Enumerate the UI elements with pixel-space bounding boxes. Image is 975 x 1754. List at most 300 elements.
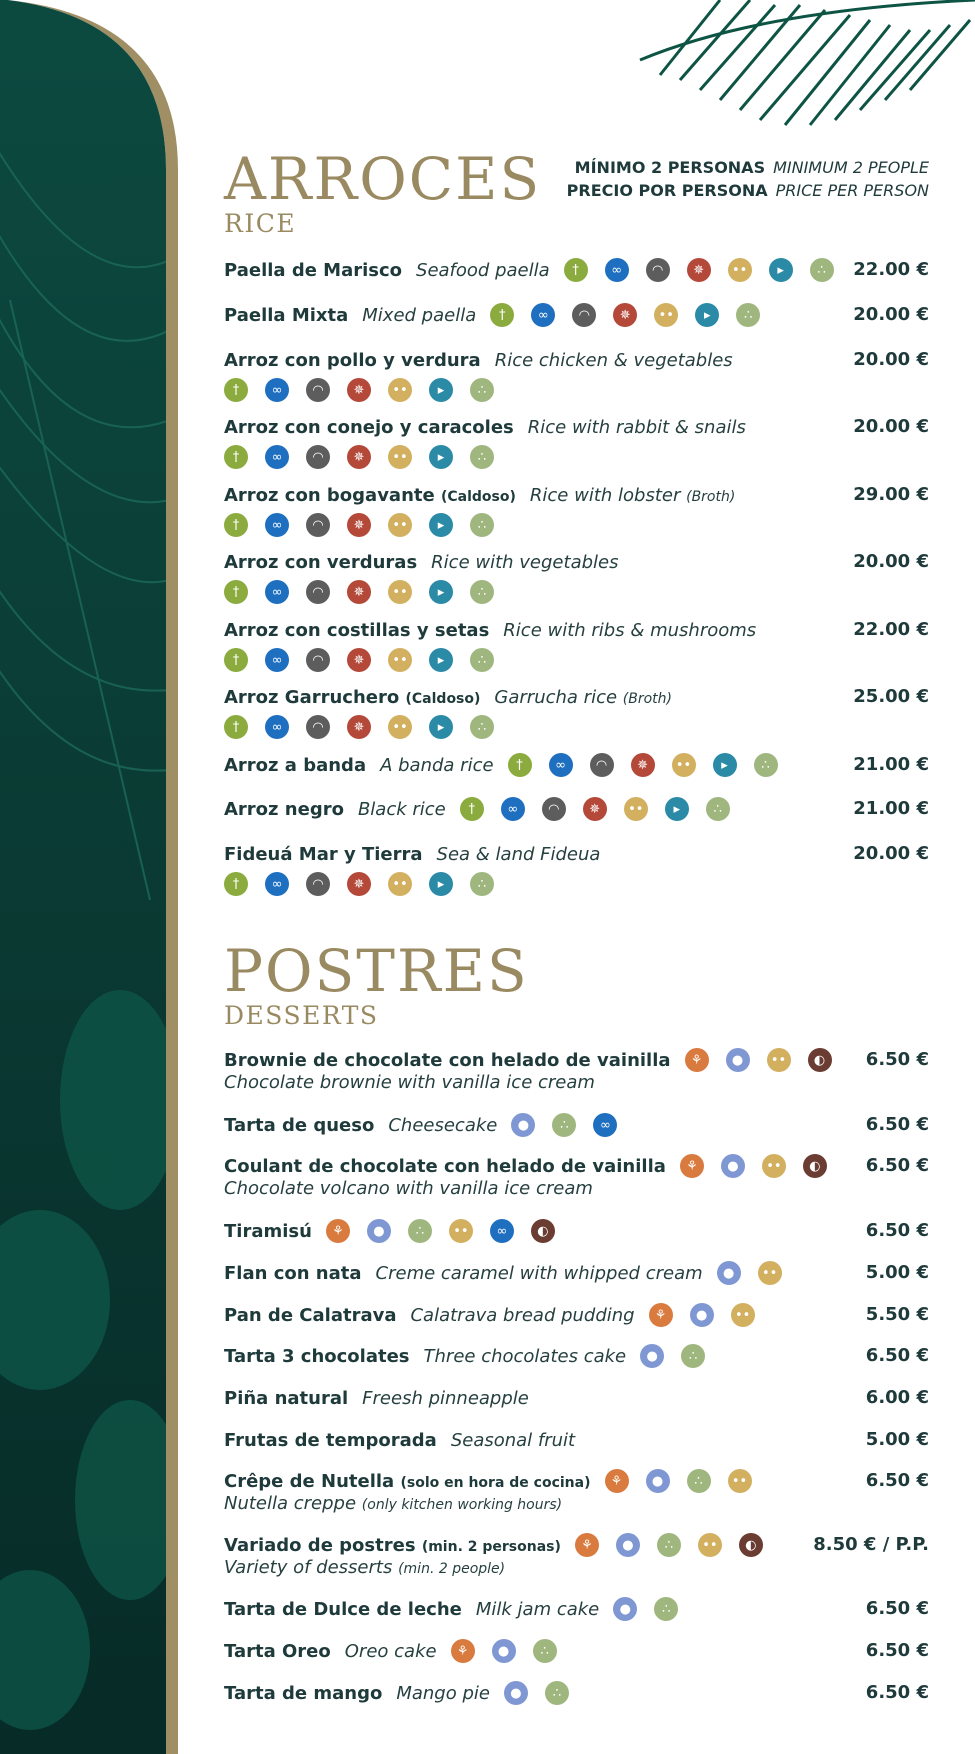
dessert-menu-item [224,1344,929,1368]
dessert-price: 6.00 € [865,1387,929,1408]
item-line [224,842,929,866]
milk-icon: ● [726,1048,750,1072]
allergen-icons [717,1261,799,1285]
allergen-icons [224,648,929,672]
dish-translation-text: Rice with ribs & mushrooms [503,619,757,641]
dessert-translation-note: (min. 2 people) [398,1561,506,1577]
sesame-icon: ∴ [736,303,760,327]
dish-translation [380,755,493,776]
shell-icon: ◠ [542,797,566,821]
allergen-icons [326,1219,572,1243]
dish-translation [431,552,618,573]
allergen-icons [490,303,777,327]
dish-translation-text: Garrucha rice [494,686,618,708]
item-line [224,1681,929,1705]
peanut-icon: •• [624,797,648,821]
dessert-price: 5.50 € [865,1304,929,1325]
fish-icon: ▸ [429,648,453,672]
item-line [224,618,929,642]
dessert-menu-item [224,1154,929,1200]
peanut-icon: •• [388,513,412,537]
dish-name-text: Arroz a banda [224,754,367,776]
dish-name-note: (Caldoso) [405,690,481,707]
rice-menu-item [224,415,929,469]
shell-icon: ◠ [306,445,330,469]
dish-price: 20.00 € [853,304,929,325]
dish-name-text: Arroz con bogavante [224,484,435,506]
dish-name [224,485,516,506]
celery-icon: † [490,303,514,327]
dessert-name-text: Variado de postres [224,1534,416,1556]
item-line [224,1386,929,1410]
dessert-name-text: Tiramisú [224,1220,312,1242]
dish-name [224,260,402,281]
egg-free-icon: ∞ [265,715,289,739]
dessert-price: 6.50 € [865,1598,929,1619]
item-line [224,415,929,439]
allergen-icons [564,258,851,282]
allergen-icons [460,797,747,821]
item-line [224,1261,929,1285]
dessert-translation-text: Nutella creppe [224,1493,357,1514]
dessert-name [224,1535,561,1556]
crab-icon: ✵ [687,258,711,282]
dish-translation-text: Rice with lobster [529,484,681,506]
dessert-name-text: Tarta de mango [224,1682,383,1704]
dessert-menu-item [224,1113,929,1137]
dessert-price: 5.00 € [865,1262,929,1283]
dessert-name [224,1471,591,1492]
dish-translation [416,260,550,281]
item-line [224,1597,929,1621]
celery-icon: † [508,753,532,777]
dish-price: 29.00 € [853,484,929,505]
dessert-price: 6.50 € [865,1682,929,1703]
milk-icon: ● [690,1303,714,1327]
allergen-icons [680,1154,844,1178]
dessert-name-text: Pan de Calatrava [224,1304,397,1326]
peanut-icon: •• [762,1154,786,1178]
wheat-icon: ⚘ [649,1303,673,1327]
peanut-icon: •• [672,753,696,777]
minimum-people-note-en: MINIMUM 2 PEOPLE [773,158,929,177]
allergen-icons [224,580,929,604]
peanut-icon: •• [758,1261,782,1285]
dessert-name-text: Flan con nata [224,1262,362,1284]
celery-icon: † [224,715,248,739]
dish-translation-text: Rice with rabbit & snails [527,416,746,438]
peanut-icon: •• [767,1048,791,1072]
dish-name-note: (Caldoso) [440,488,516,505]
crab-icon: ✵ [347,513,371,537]
fish-icon: ▸ [713,753,737,777]
dessert-translation: Creme caramel with whipped cream [375,1262,703,1284]
item-line [224,753,929,777]
peanut-icon: •• [388,648,412,672]
dish-name [224,755,366,776]
crab-icon: ✵ [347,715,371,739]
dish-translation-text: Seafood paella [416,259,550,281]
dessert-translation: Cheesecake [388,1114,498,1136]
dessert-menu-item [224,1048,929,1094]
rice-subtitle: RICE [224,209,297,238]
dessert-translation [224,1493,929,1516]
milk-icon: ● [640,1344,664,1368]
desserts-subtitle: DESSERTS [224,1001,379,1030]
dish-price: 20.00 € [853,551,929,572]
dish-price: 20.00 € [853,349,929,370]
celery-icon: † [224,378,248,402]
dessert-translation: Oreo cake [344,1640,437,1662]
sesame-icon: ∴ [470,513,494,537]
dish-name [224,799,344,820]
dish-price: 25.00 € [853,686,929,707]
dessert-menu-item [224,1303,929,1327]
dish-translation-note: (Broth) [622,690,672,707]
milk-icon: ● [721,1154,745,1178]
dessert-name-text: Tarta Oreo [224,1640,331,1662]
sesame-icon: ∴ [470,872,494,896]
item-line [224,1113,929,1137]
peanut-icon: •• [388,715,412,739]
dish-name-text: Arroz con conejo y caracoles [224,416,514,438]
dish-name-text: Arroz con verduras [224,551,418,573]
dessert-price: 6.50 € [865,1114,929,1135]
dessert-translation: Freesh pinneapple [362,1387,529,1409]
milk-icon: ● [613,1597,637,1621]
rice-menu-item [224,797,929,821]
dessert-price: 5.00 € [865,1429,929,1450]
dessert-menu-item [224,1597,929,1621]
fish-icon: ▸ [429,378,453,402]
peanut-icon: •• [731,1303,755,1327]
dessert-name-text: Piña natural [224,1387,349,1409]
celery-icon: † [224,445,248,469]
peanut-icon: •• [654,303,678,327]
dessert-name [224,1115,374,1136]
dessert-menu-item [224,1428,929,1452]
rice-section-header [224,145,929,238]
sesame-icon: ∴ [470,715,494,739]
dessert-name-text: Brownie de chocolate con helado de vainilla [224,1049,671,1071]
dish-name [224,417,514,438]
sesame-icon: ∴ [687,1469,711,1493]
dish-name [224,844,423,865]
sesame-icon: ∴ [408,1219,432,1243]
dish-translation [495,350,733,371]
sesame-icon: ∴ [470,648,494,672]
dessert-name [224,1305,396,1326]
dish-price: 20.00 € [853,843,929,864]
crab-icon: ✵ [583,797,607,821]
sesame-icon: ∴ [681,1344,705,1368]
desserts-section-header [224,937,929,1030]
shell-icon: ◠ [306,648,330,672]
nut-icon: ◐ [803,1154,827,1178]
sesame-icon: ∴ [654,1597,678,1621]
dessert-name [224,1346,410,1367]
peanut-icon: •• [388,378,412,402]
fish-icon: ▸ [429,872,453,896]
rice-menu-item [224,348,929,402]
peanut-icon: •• [449,1219,473,1243]
rice-menu-item [224,685,929,739]
sesame-icon: ∴ [533,1639,557,1663]
item-line [224,685,929,709]
shell-icon: ◠ [306,580,330,604]
dessert-name [224,1599,462,1620]
nut-icon: ◐ [739,1533,763,1557]
dessert-menu-item [224,1386,929,1410]
dessert-price: 6.50 € [865,1220,929,1241]
crab-icon: ✵ [347,378,371,402]
egg-free-icon: ∞ [265,580,289,604]
dessert-menu-item [224,1261,929,1285]
sesame-icon: ∴ [657,1533,681,1557]
dessert-translation-note: (only kitchen working hours) [361,1497,563,1513]
dish-name-text: Paella de Marisco [224,259,403,281]
dessert-name-text: Tarta 3 chocolates [224,1345,410,1367]
crab-icon: ✵ [631,753,655,777]
dessert-menu-item [224,1533,929,1580]
shell-icon: ◠ [306,872,330,896]
fish-icon: ▸ [429,513,453,537]
milk-icon: ● [616,1533,640,1557]
dish-translation-text: Rice chicken & vegetables [494,349,733,371]
dessert-name-note: (min. 2 personas) [421,1538,561,1555]
dish-name [224,305,348,326]
crab-icon: ✵ [613,303,637,327]
nut-icon: ◐ [531,1219,555,1243]
peanut-icon: •• [728,1469,752,1493]
egg-free-icon: ∞ [531,303,555,327]
dish-price: 21.00 € [853,798,929,819]
allergen-icons [605,1469,769,1493]
shell-icon: ◠ [306,513,330,537]
dish-translation [530,485,735,506]
dessert-name [224,1050,671,1071]
allergen-icons [511,1113,634,1137]
celery-icon: † [224,872,248,896]
milk-icon: ● [367,1219,391,1243]
item-line [224,1469,929,1493]
milk-icon: ● [717,1261,741,1285]
dessert-name [224,1221,312,1242]
wheat-icon: ⚘ [680,1154,704,1178]
dessert-translation [224,1072,929,1094]
milk-icon: ● [511,1113,535,1137]
peanut-icon: •• [388,872,412,896]
minimum-people-note: MÍNIMO 2 PERSONAS [574,158,766,177]
egg-free-icon: ∞ [265,648,289,672]
sesame-icon: ∴ [470,580,494,604]
fish-icon: ▸ [769,258,793,282]
sesame-icon: ∴ [706,797,730,821]
dessert-name-text: Tarta de Dulce de leche [224,1598,462,1620]
shell-icon: ◠ [646,258,670,282]
allergen-icons [224,715,929,739]
dish-price: 21.00 € [853,754,929,775]
dish-name-text: Arroz negro [224,798,344,820]
dish-name [224,687,480,708]
item-line [224,303,929,327]
dish-translation [362,305,476,326]
egg-free-icon: ∞ [501,797,525,821]
dessert-translation: Calatrava bread pudding [410,1304,635,1326]
dessert-price: 6.50 € [865,1049,929,1070]
dessert-translation: Milk jam cake [475,1598,600,1620]
dessert-name [224,1156,666,1177]
allergen-icons [685,1048,849,1072]
dish-translation [437,844,601,865]
dish-translation [528,417,746,438]
fish-icon: ▸ [429,715,453,739]
dish-translation [494,687,672,708]
rice-notes [567,156,929,202]
price-per-person-note-en: PRICE PER PERSON [775,181,929,200]
dessert-name [224,1263,362,1284]
allergen-icons [451,1639,574,1663]
rice-menu-item [224,618,929,672]
egg-free-icon: ∞ [265,872,289,896]
sesame-icon: ∴ [470,445,494,469]
item-line [224,1344,929,1368]
shell-icon: ◠ [306,715,330,739]
dessert-translation [224,1557,929,1580]
egg-free-icon: ∞ [490,1219,514,1243]
shell-icon: ◠ [590,753,614,777]
wheat-icon: ⚘ [605,1469,629,1493]
dessert-name [224,1641,331,1662]
rice-menu-item [224,753,929,777]
egg-free-icon: ∞ [265,378,289,402]
milk-icon: ● [492,1639,516,1663]
dish-price: 22.00 € [853,259,929,280]
allergen-icons [575,1533,780,1557]
allergen-icons [224,378,929,402]
dessert-menu-item [224,1681,929,1705]
dish-price: 20.00 € [853,416,929,437]
dessert-translation-text: Chocolate brownie with vanilla ice cream [224,1072,595,1093]
rice-menu-item [224,483,929,537]
celery-icon: † [224,513,248,537]
dessert-translation: Mango pie [396,1682,490,1704]
rice-title: ARROCES [224,145,542,213]
price-per-person-note: PRECIO POR PERSONA [566,181,768,200]
dessert-translation-text: Chocolate volcano with vanilla ice cream [224,1178,593,1199]
item-line [224,348,929,372]
egg-free-icon: ∞ [265,513,289,537]
dessert-translation [224,1178,929,1200]
dessert-name [224,1683,382,1704]
wheat-icon: ⚘ [451,1639,475,1663]
dish-price: 22.00 € [853,619,929,640]
dish-name-text: Arroz con pollo y verdura [224,349,481,371]
shell-icon: ◠ [572,303,596,327]
dessert-name [224,1430,437,1451]
peanut-icon: •• [388,580,412,604]
wheat-icon: ⚘ [685,1048,709,1072]
dish-name [224,620,489,641]
dish-translation-note: (Broth) [686,488,736,505]
item-line [224,550,929,574]
fish-icon: ▸ [665,797,689,821]
item-line [224,1428,929,1452]
dessert-translation: Seasonal fruit [450,1429,576,1451]
rice-menu-item [224,258,929,282]
peanut-icon: •• [388,445,412,469]
crab-icon: ✵ [347,872,371,896]
allergen-icons [508,753,795,777]
item-line [224,1219,929,1243]
dessert-name-note: (solo en hora de cocina) [400,1474,591,1491]
dessert-translation-text: Variety of desserts [224,1557,393,1578]
egg-free-icon: ∞ [605,258,629,282]
allergen-icons [224,445,929,469]
dish-translation [358,799,446,820]
dessert-name-text: Frutas de temporada [224,1429,437,1451]
peanut-icon: •• [698,1533,722,1557]
dish-translation-text: Mixed paella [362,304,477,326]
item-line [224,797,929,821]
shell-icon: ◠ [306,378,330,402]
dessert-name-text: Tarta de queso [224,1114,375,1136]
dish-translation-text: Rice with vegetables [431,551,619,573]
dessert-price: 6.50 € [865,1155,929,1176]
milk-icon: ● [646,1469,670,1493]
dessert-name-text: Coulant de chocolate con helado de vainilla [224,1155,666,1177]
rice-menu-item [224,550,929,604]
celery-icon: † [224,580,248,604]
crab-icon: ✵ [347,580,371,604]
crab-icon: ✵ [347,445,371,469]
dish-name [224,350,481,371]
item-line [224,1048,929,1072]
dish-translation-text: A banda rice [380,754,494,776]
fish-icon: ▸ [695,303,719,327]
egg-free-icon: ∞ [265,445,289,469]
sesame-icon: ∴ [545,1681,569,1705]
sesame-icon: ∴ [754,753,778,777]
palm-frond-decoration [600,0,975,130]
milk-icon: ● [504,1681,528,1705]
allergen-icons [613,1597,695,1621]
rice-menu-item [224,303,929,327]
sesame-icon: ∴ [470,378,494,402]
dessert-menu-item [224,1219,929,1243]
allergen-icons [649,1303,772,1327]
item-line [224,483,929,507]
allergen-icons [504,1681,586,1705]
allergen-icons [224,513,929,537]
dish-translation-text: Sea & land Fideua [436,843,601,865]
dessert-menu-item [224,1469,929,1516]
wheat-icon: ⚘ [326,1219,350,1243]
celery-icon: † [460,797,484,821]
allergen-icons [224,872,929,896]
celery-icon: † [564,258,588,282]
egg-free-icon: ∞ [593,1113,617,1137]
wheat-icon: ⚘ [575,1533,599,1557]
dish-translation-text: Black rice [357,798,446,820]
sesame-icon: ∴ [552,1113,576,1137]
allergen-icons [640,1344,722,1368]
dish-name-text: Arroz con costillas y setas [224,619,490,641]
dish-translation [503,620,756,641]
item-line [224,1154,929,1178]
fish-icon: ▸ [429,445,453,469]
dessert-menu-item [224,1639,929,1663]
